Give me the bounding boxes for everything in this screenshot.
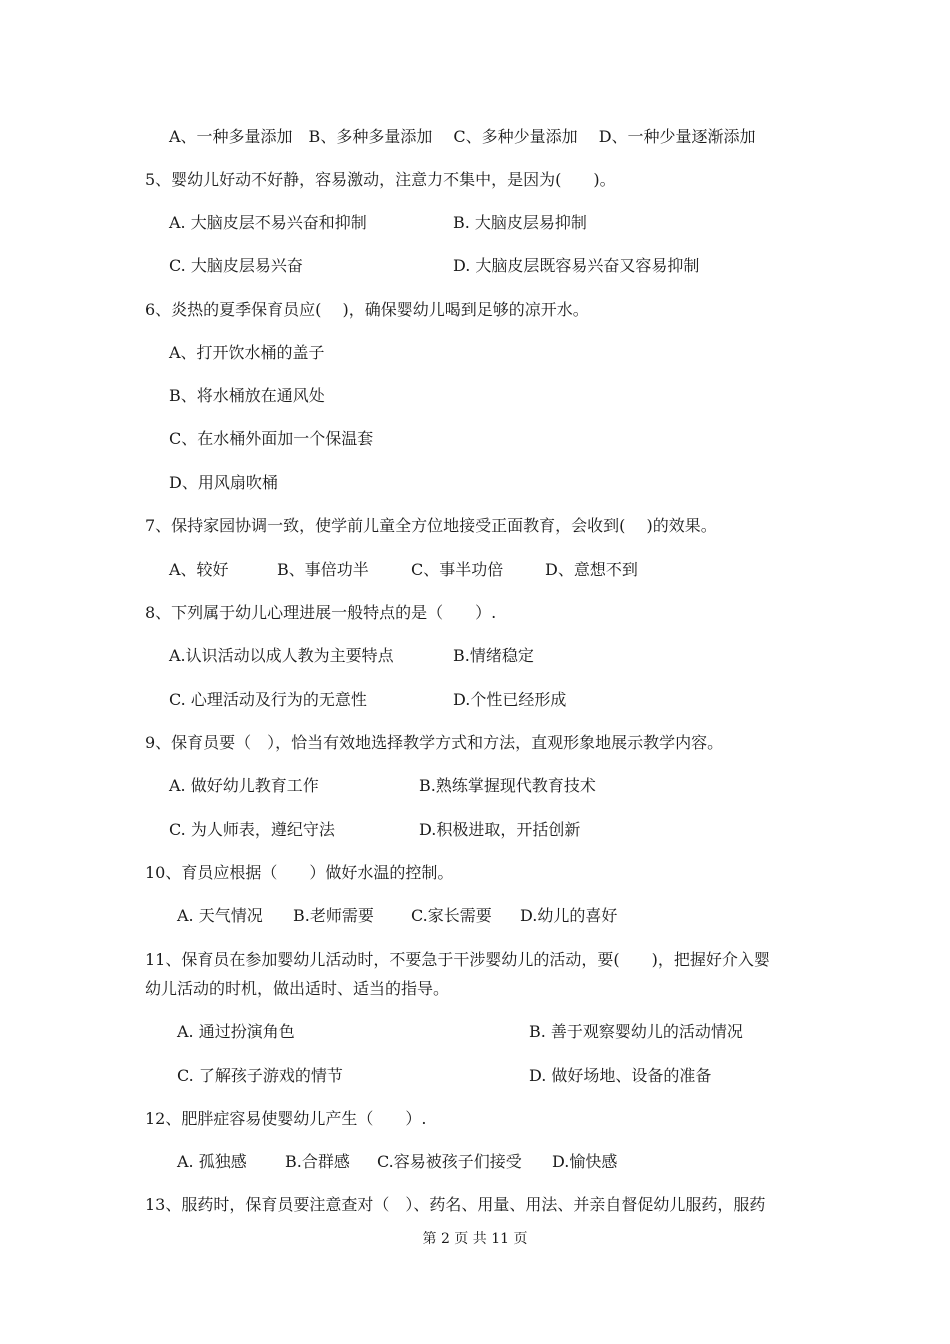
q9-option-c: C. 为人师表，遵纪守法 bbox=[169, 820, 335, 839]
q7-option-c: C、事半功倍 bbox=[411, 560, 504, 579]
q6-option-b: B、将水桶放在通风处 bbox=[169, 386, 325, 405]
q10-option-a: A. 天气情况 bbox=[177, 906, 263, 925]
q12-stem: 12、肥胖症容易使婴幼儿产生（ ）. bbox=[145, 1109, 427, 1128]
q5-option-d: D. 大脑皮层既容易兴奋又容易抑制 bbox=[453, 256, 700, 275]
q12-option-b: B.合群感 bbox=[285, 1152, 350, 1171]
q5-option-b: B. 大脑皮层易抑制 bbox=[453, 213, 587, 232]
q9-option-a: A. 做好幼儿教育工作 bbox=[169, 776, 319, 795]
q6-option-c: C、在水桶外面加一个保温套 bbox=[169, 429, 374, 448]
q10-option-b: B.老师需要 bbox=[293, 906, 374, 925]
q11-option-a: A. 通过扮演角色 bbox=[177, 1022, 295, 1041]
q12-option-d: D.愉快感 bbox=[552, 1152, 618, 1171]
q7-option-d: D、意想不到 bbox=[545, 560, 638, 579]
q8-option-c: C. 心理活动及行为的无意性 bbox=[169, 690, 367, 709]
q5-option-c: C. 大脑皮层易兴奋 bbox=[169, 256, 303, 275]
q7-stem: 7、保持家园协调一致，使学前儿童全方位地接受正面教育，会收到( )的效果。 bbox=[145, 516, 717, 535]
q12-option-a: A. 孤独感 bbox=[177, 1152, 247, 1171]
q8-option-b: B.情绪稳定 bbox=[453, 646, 534, 665]
q11-option-b: B. 善于观察婴幼儿的活动情况 bbox=[529, 1022, 743, 1041]
q11-option-d: D. 做好场地、设备的准备 bbox=[529, 1066, 712, 1085]
q13-stem: 13、服药时，保育员要注意查对（ ）、药名、用量、用法、并亲自督促幼儿服药，服药 bbox=[145, 1195, 766, 1214]
q5-option-a: A. 大脑皮层不易兴奋和抑制 bbox=[169, 213, 367, 232]
q8-option-a: A.认识活动以成人教为主要特点 bbox=[169, 646, 394, 665]
q9-option-d: D.积极进取，开括创新 bbox=[419, 820, 581, 839]
q10-stem: 10、育员应根据（ ）做好水温的控制。 bbox=[145, 863, 454, 882]
q4-options: A、一种多量添加 B、多种多量添加 C、多种少量添加 D、一种少量逐渐添加 bbox=[169, 127, 756, 146]
q9-stem: 9、保育员要（ ），恰当有效地选择教学方式和方法，直观形象地展示教学内容。 bbox=[145, 733, 724, 752]
q6-stem: 6、炎热的夏季保育员应( )，确保婴幼儿喝到足够的凉开水。 bbox=[145, 300, 589, 319]
q6-option-a: A、打开饮水桶的盖子 bbox=[169, 343, 325, 362]
q7-option-b: B、事倍功半 bbox=[277, 560, 369, 579]
q8-option-d: D.个性已经形成 bbox=[453, 690, 567, 709]
q11-option-c: C. 了解孩子游戏的情节 bbox=[177, 1066, 343, 1085]
q10-option-c: C.家长需要 bbox=[411, 906, 492, 925]
q7-option-a: A、较好 bbox=[169, 560, 229, 579]
q8-stem: 8、下列属于幼儿心理进展一般特点的是（ ）. bbox=[145, 603, 497, 622]
q11-stem-line1: 11、保育员在参加婴幼儿活动时，不要急于干涉婴幼儿的活动，要( )，把握好介入婴 bbox=[145, 950, 770, 969]
q11-stem-line2: 幼儿活动的时机，做出适时、适当的指导。 bbox=[145, 979, 450, 998]
q6-option-d: D、用风扇吹桶 bbox=[169, 473, 278, 492]
q5-stem: 5、婴幼儿好动不好静，容易激动，注意力不集中，是因为( )。 bbox=[145, 170, 616, 189]
q9-option-b: B.熟练掌握现代教育技术 bbox=[419, 776, 596, 795]
q12-option-c: C.容易被孩子们接受 bbox=[377, 1152, 522, 1171]
q10-option-d: D.幼儿的喜好 bbox=[520, 906, 618, 925]
page-footer: 第 2 页 共 11 页 bbox=[422, 1231, 528, 1247]
